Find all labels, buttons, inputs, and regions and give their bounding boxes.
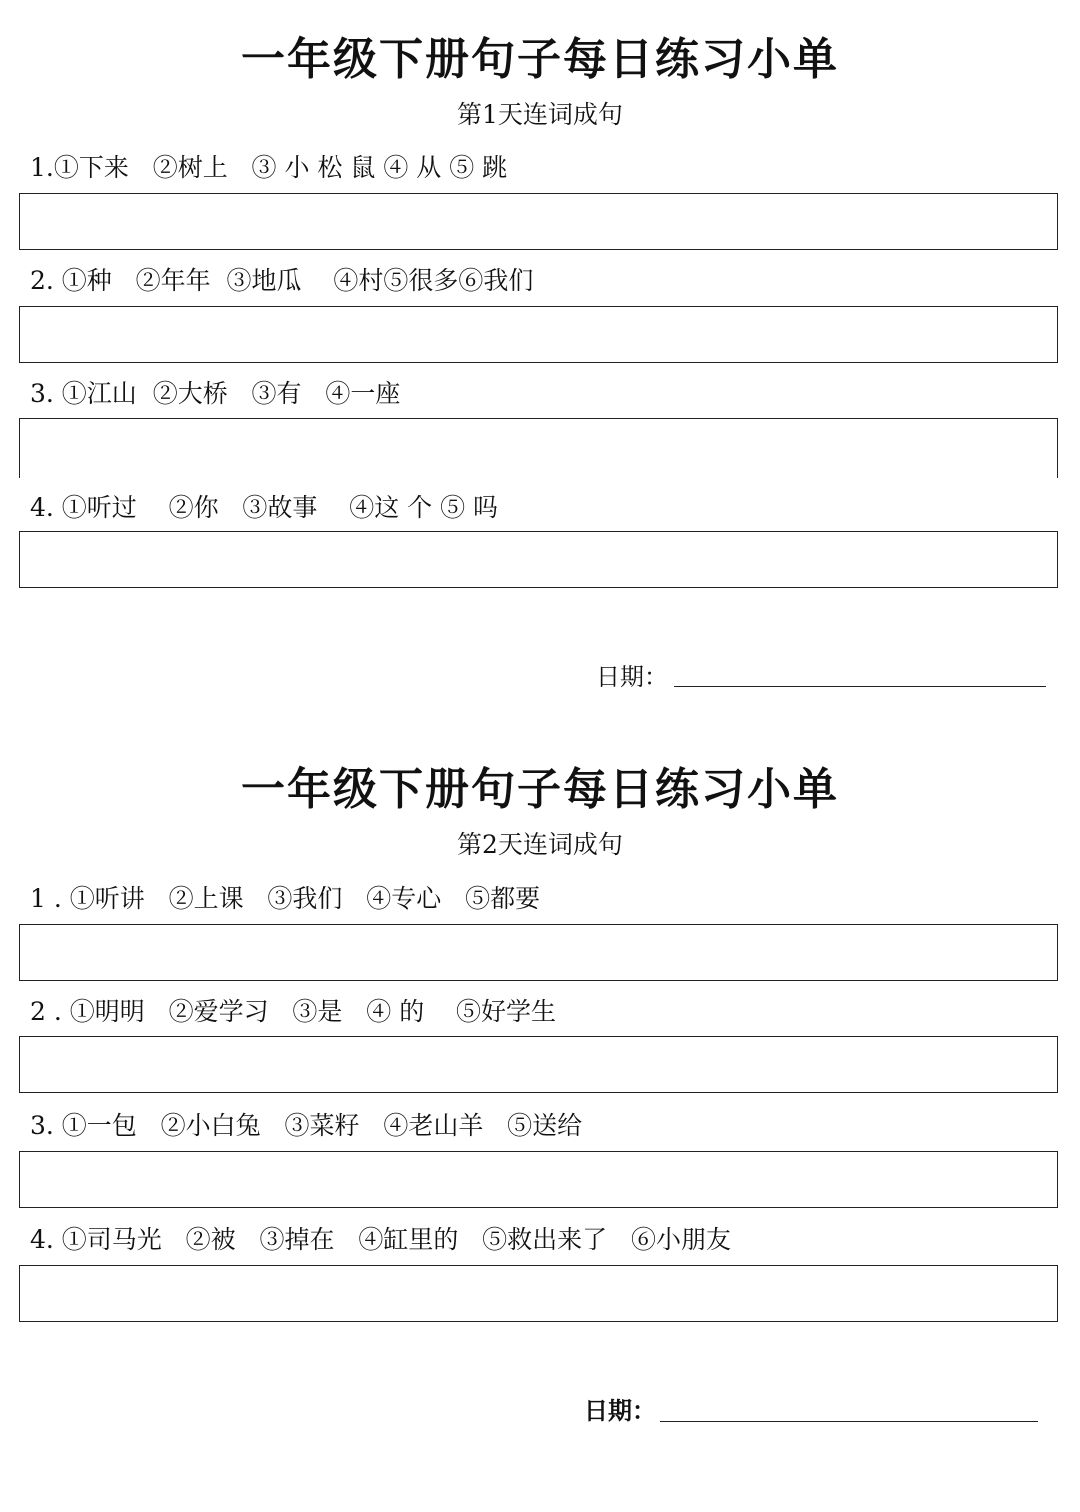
question-4-answer-box[interactable] <box>19 531 1058 588</box>
question-4-prompt: 4. ①听过 ②你 ③故事 ④这 个 ⑤ 吗 <box>30 493 499 522</box>
date-label: 日期： <box>584 1397 656 1425</box>
question-1-answer-box[interactable] <box>19 193 1058 250</box>
question-3-answer-box[interactable] <box>19 418 1058 478</box>
question-3-prompt: 3. ①江山 ②大桥 ③有 ④一座 <box>30 379 401 408</box>
question-2-prompt: 2 . ①明明 ②爱学习 ③是 ④ 的 ⑤好学生 <box>30 997 557 1026</box>
worksheet-title: 一年级下册句子每日练习小单 <box>241 764 839 815</box>
question-2-prompt: 2. ①种 ②年年 ③地瓜 ④村⑤很多⑥我们 <box>30 266 534 295</box>
question-1-answer-box[interactable] <box>19 924 1058 981</box>
date-field <box>596 660 1052 700</box>
question-4-answer-box[interactable] <box>19 1265 1058 1322</box>
date-label: 日期： <box>596 663 668 691</box>
question-2-answer-box[interactable] <box>19 306 1058 363</box>
worksheet-title: 一年级下册句子每日练习小单 <box>241 34 839 85</box>
question-3-answer-box[interactable] <box>19 1151 1058 1208</box>
question-4-prompt: 4. ①司马光 ②被 ③掉在 ④缸里的 ⑤救出来了 ⑥小朋友 <box>30 1225 732 1254</box>
date-input-line[interactable] <box>660 1421 1038 1422</box>
date-field <box>584 1394 1040 1434</box>
worksheet-subtitle: 第1天连词成句 <box>457 100 623 129</box>
question-2-answer-box[interactable] <box>19 1036 1058 1093</box>
question-1-prompt: 1.①下来 ②树上 ③ 小 松 鼠 ④ 从 ⑤ 跳 <box>30 153 508 182</box>
question-3-prompt: 3. ①一包 ②小白兔 ③菜籽 ④老山羊 ⑤送给 <box>30 1111 583 1140</box>
date-input-line[interactable] <box>674 686 1046 687</box>
worksheet-subtitle: 第2天连词成句 <box>457 830 623 859</box>
question-1-prompt: 1 . ①听讲 ②上课 ③我们 ④专心 ⑤都要 <box>30 884 541 913</box>
